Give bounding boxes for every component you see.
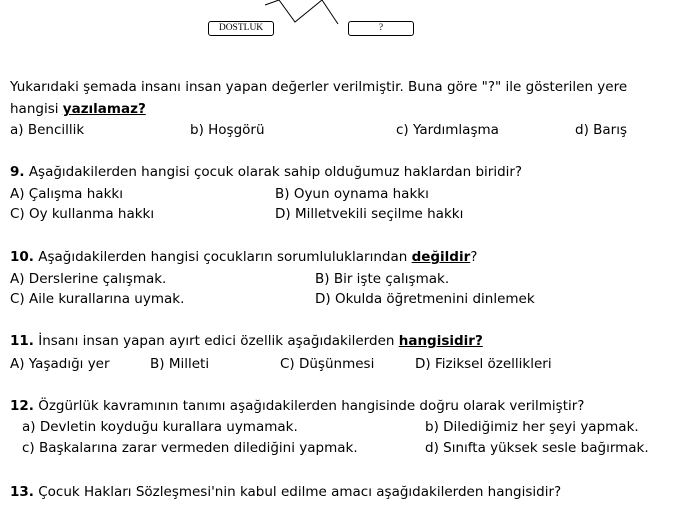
q11-option-a: A) Yaşadığı yer (10, 356, 110, 372)
question-12-number: 12. (10, 398, 34, 414)
question-10-emphasis: değildir (411, 249, 471, 265)
question-10-number: 10. (10, 249, 34, 265)
question-9-text: Aşağıdakilerden hangisi çocuk olarak sahip olduğumuz haklardan biridir? (24, 164, 523, 180)
q8-option-c: c) Yardımlaşma (396, 122, 499, 138)
question-8-emphasis: yazılamaz? (62, 101, 146, 117)
q9-option-c: C) Oy kullanma hakkı (10, 206, 155, 222)
q10-option-d: D) Okulda öğretmenini dinlemek (315, 291, 535, 307)
question-13-stem (10, 484, 561, 500)
q9-option-b: B) Oyun oynama hakkı (275, 186, 429, 202)
question-13-number: 13. (10, 484, 34, 500)
question-13-text: Çocuk Hakları Sözleşmesi'nin kabul edilme amacı aşağıdakilerden hangisidir? (33, 484, 562, 500)
diagram-box-dostluk: DOSTLUK (208, 21, 274, 36)
question-8-line2-text: hangisi (10, 101, 63, 117)
question-11-emphasis: hangisidir? (398, 333, 483, 349)
question-11-text: İnsanı insan yapan ayırt edici özellik aşağıdakilerden (33, 333, 399, 349)
question-9-number: 9. (10, 164, 25, 180)
q12-option-a: a) Devletin koyduğu kurallara uymamak. (22, 419, 298, 435)
q8-option-b: b) Hoşgörü (190, 122, 265, 138)
q10-option-b: B) Bir işte çalışmak. (315, 271, 450, 287)
question-10-stem (10, 249, 477, 265)
question-12-text: Özgürlük kavramının tanımı aşağıdakilerden hangisinde doğru olarak verilmiştir? (33, 398, 585, 414)
star-shape (0, 0, 678, 36)
question-8-line2 (10, 101, 146, 117)
q8-option-d: d) Barış (575, 122, 627, 138)
q9-option-a: A) Çalışma hakkı (10, 186, 123, 202)
question-11-number: 11. (10, 333, 34, 349)
q11-option-d: D) Fiziksel özellikleri (415, 356, 552, 372)
question-11-stem (10, 333, 483, 349)
q12-option-d: d) Sınıfta yüksek sesle bağırmak. (425, 440, 649, 456)
q12-option-b: b) Dilediğimiz her şeyi yapmak. (425, 419, 639, 435)
question-10-text: Aşağıdakilerden hangisi çocukların sorumluluklarından (33, 249, 412, 265)
question-8-line1: Yukarıdaki şemada insanı insan yapan değerler verilmiştir. Buna göre "?" ile gösterilen yere (10, 79, 628, 95)
q10-option-c: C) Aile kurallarına uymak. (10, 291, 185, 307)
question-10-end: ? (470, 249, 478, 265)
q11-option-c: C) Düşünmesi (280, 356, 375, 372)
q9-option-d: D) Milletvekili seçilme hakkı (275, 206, 464, 222)
q12-option-c: c) Başkalarına zarar vermeden dilediğini yapmak. (22, 440, 358, 456)
question-12-stem (10, 398, 584, 414)
q8-option-a: a) Bencillik (10, 122, 85, 138)
diagram-box-unknown: ? (348, 21, 414, 36)
q11-option-b: B) Milleti (150, 356, 210, 372)
q10-option-a: A) Derslerine çalışmak. (10, 271, 167, 287)
question-9-stem (10, 164, 522, 180)
